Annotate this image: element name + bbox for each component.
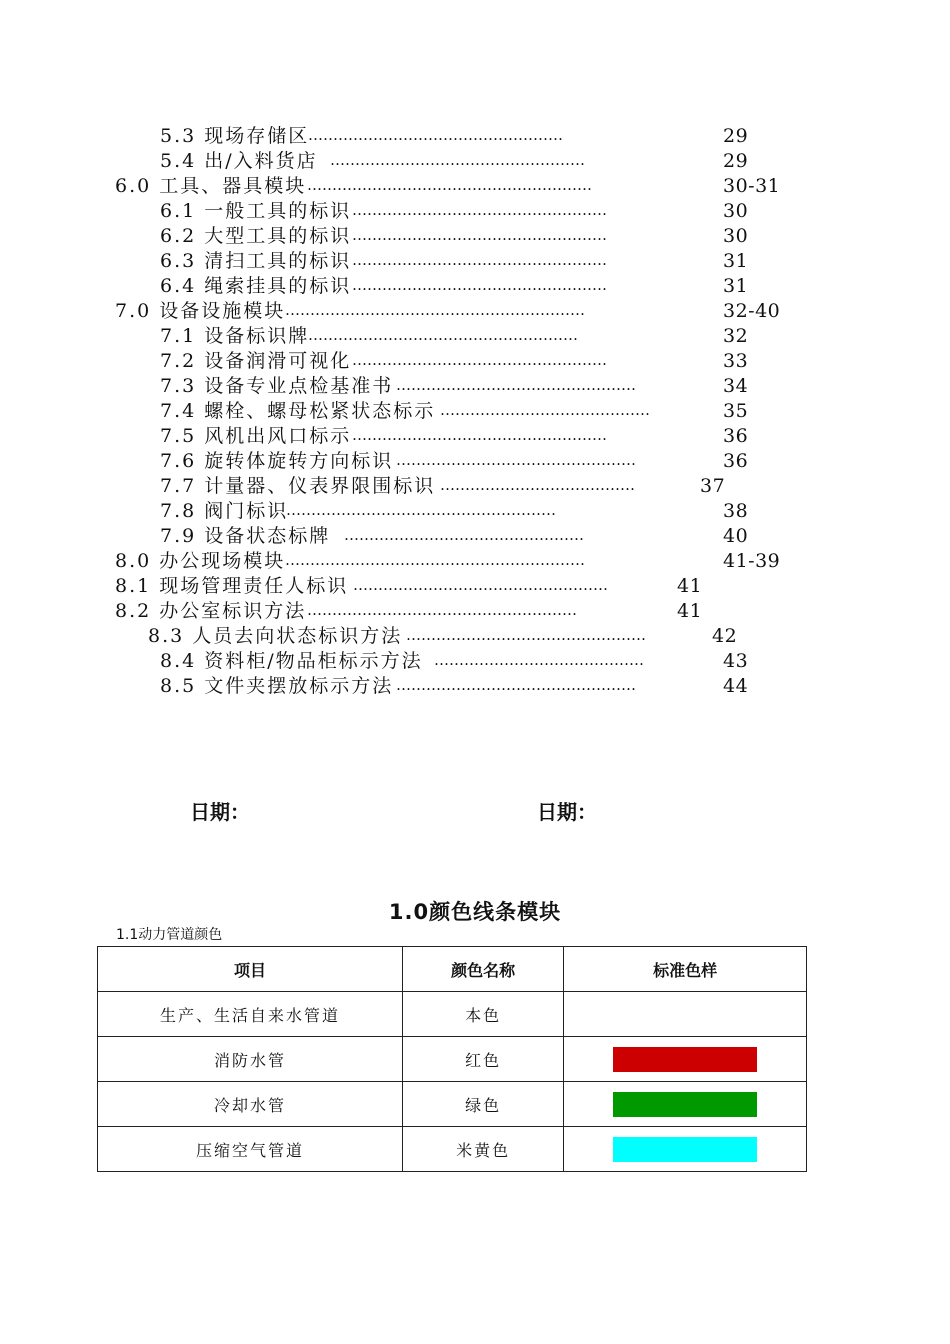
table-row (98, 1127, 807, 1172)
color-swatch (613, 1137, 757, 1162)
column-header-color-sample: 标准色样 (564, 947, 807, 992)
toc-page-number: 38 (723, 500, 749, 522)
toc-entry-label: 7.5 风机出风口标示 (160, 425, 352, 447)
toc-page-number: 35 (723, 400, 749, 422)
toc-leader-dots: …………………………………………… (330, 151, 585, 169)
toc-page-number: 41-39 (723, 550, 781, 572)
toc-leader-dots: …………………………………… (440, 401, 650, 419)
toc-leader-dots: ………………………………… (440, 476, 635, 494)
table-caption: 1.1动力管道颜色 (116, 927, 223, 943)
toc-leader-dots: ………………………………………… (396, 451, 636, 469)
toc-entry-label: 7.1 设备标识牌 (160, 325, 310, 347)
toc-entry-label: 8.4 资料柜/物品柜标示方法 (160, 650, 423, 672)
toc-page-number: 41 (677, 600, 703, 622)
toc-page-number: 33 (723, 350, 749, 372)
toc-leader-dots: …………………………………………… (352, 251, 607, 269)
toc-page-number: 36 (723, 425, 749, 447)
toc-page-number: 43 (723, 650, 749, 672)
toc-entry-label: 7.3 设备专业点检基准书 (160, 375, 394, 397)
toc-entry-label: 5.3 现场存储区 (160, 125, 310, 147)
cell-color-sample (564, 1082, 807, 1127)
toc-page-number: 30-31 (723, 175, 781, 197)
toc-entry-label: 8.2 办公室标识方法 (115, 600, 307, 622)
cell-item: 生产、生活自来水管道 (98, 992, 403, 1037)
toc-page-number: 34 (723, 375, 749, 397)
cell-color-name: 红色 (402, 1037, 563, 1082)
toc-leader-dots: …………………………………………… (352, 426, 607, 444)
toc-page-number: 40 (723, 525, 749, 547)
toc-entry-label: 6.2 大型工具的标识 (160, 225, 352, 247)
cell-color-name: 本色 (402, 992, 563, 1037)
toc-entry-label: 8.1 现场管理责任人标识 (115, 575, 349, 597)
cell-item: 压缩空气管道 (98, 1127, 403, 1172)
toc-entry-label: 8.5 文件夹摆放标示方法 (160, 675, 394, 697)
toc-entry-label: 7.9 设备状态标牌 (160, 525, 331, 547)
toc-entry-label: 5.4 出/入料货店 (160, 150, 318, 172)
toc-leader-dots: …………………………………… (434, 651, 644, 669)
cell-item: 冷却水管 (98, 1082, 403, 1127)
section-title: 1.0颜色线条模块 (388, 900, 562, 924)
table-row (98, 992, 807, 1037)
toc-page-number: 41 (677, 575, 703, 597)
cell-color-name: 绿色 (402, 1082, 563, 1127)
cell-color-sample (564, 1037, 807, 1082)
column-header-color-name: 颜色名称 (402, 947, 563, 992)
toc-entry-label: 8.3 人员去向状态标识方法 (148, 625, 403, 647)
cell-color-sample (564, 992, 807, 1037)
toc-entry-label: 8.0 办公现场模块 (115, 550, 286, 572)
toc-page-number: 36 (723, 450, 749, 472)
toc-page-number: 29 (723, 150, 749, 172)
toc-page-number: 42 (712, 625, 738, 647)
toc-leader-dots: …………………………………………… (353, 576, 608, 594)
cell-color-sample (564, 1127, 807, 1172)
toc-entry-label: 6.1 一般工具的标识 (160, 200, 352, 222)
toc-entry-label: 7.4 螺栓、螺母松紧状态标示 (160, 400, 436, 422)
table-row (98, 1037, 807, 1082)
toc-leader-dots: ……………………………………………… (307, 601, 577, 619)
toc-page-number: 31 (723, 250, 749, 272)
pipe-color-table (97, 946, 807, 1172)
toc-entry-label: 7.2 设备润滑可视化 (160, 350, 352, 372)
toc-page-number: 29 (723, 125, 749, 147)
toc-leader-dots: ………………………………………… (396, 676, 636, 694)
toc-leader-dots: ……………………………………………… (286, 501, 556, 519)
toc-leader-dots: ………………………………………… (406, 626, 646, 644)
date-label-left: 日期： (190, 800, 250, 824)
toc-leader-dots: …………………………………………………… (285, 301, 585, 319)
date-label-right: 日期： (537, 800, 597, 824)
toc-entry-label: 7.7 计量器、仪表界限围标识 (160, 475, 436, 497)
color-swatch (613, 1092, 757, 1117)
toc-leader-dots: …………………………………………… (352, 276, 607, 294)
toc-entry-label: 6.4 绳索挂具的标识 (160, 275, 352, 297)
toc-leader-dots: ……………………………………………… (308, 326, 578, 344)
toc-leader-dots: …………………………………………………… (285, 551, 585, 569)
toc-leader-dots: ………………………………………………… (307, 176, 592, 194)
toc-leader-dots: …………………………………………… (352, 351, 607, 369)
cell-color-name: 米黄色 (402, 1127, 563, 1172)
toc-leader-dots: …………………………………………… (308, 126, 563, 144)
toc-page-number: 37 (700, 475, 726, 497)
table-header-row (98, 947, 807, 992)
toc-entry-label: 6.3 清扫工具的标识 (160, 250, 352, 272)
toc-leader-dots: ………………………………………… (396, 376, 636, 394)
column-header-item: 项目 (98, 947, 403, 992)
toc-entry-label: 7.8 阀门标识 (160, 500, 289, 522)
cell-item: 消防水管 (98, 1037, 403, 1082)
table-row (98, 1082, 807, 1127)
toc-page-number: 31 (723, 275, 749, 297)
color-swatch (613, 1047, 757, 1072)
toc-page-number: 32 (723, 325, 749, 347)
toc-leader-dots: ………………………………………… (344, 526, 584, 544)
toc-page-number: 44 (723, 675, 749, 697)
toc-page-number: 32-40 (723, 300, 781, 322)
toc-leader-dots: …………………………………………… (352, 226, 607, 244)
toc-entry-label: 7.6 旋转体旋转方向标识 (160, 450, 394, 472)
toc-page-number: 30 (723, 200, 749, 222)
toc-entry-label: 6.0 工具、器具模块 (115, 175, 307, 197)
toc-page-number: 30 (723, 225, 749, 247)
toc-leader-dots: …………………………………………… (352, 201, 607, 219)
toc-entry-label: 7.0 设备设施模块 (115, 300, 286, 322)
